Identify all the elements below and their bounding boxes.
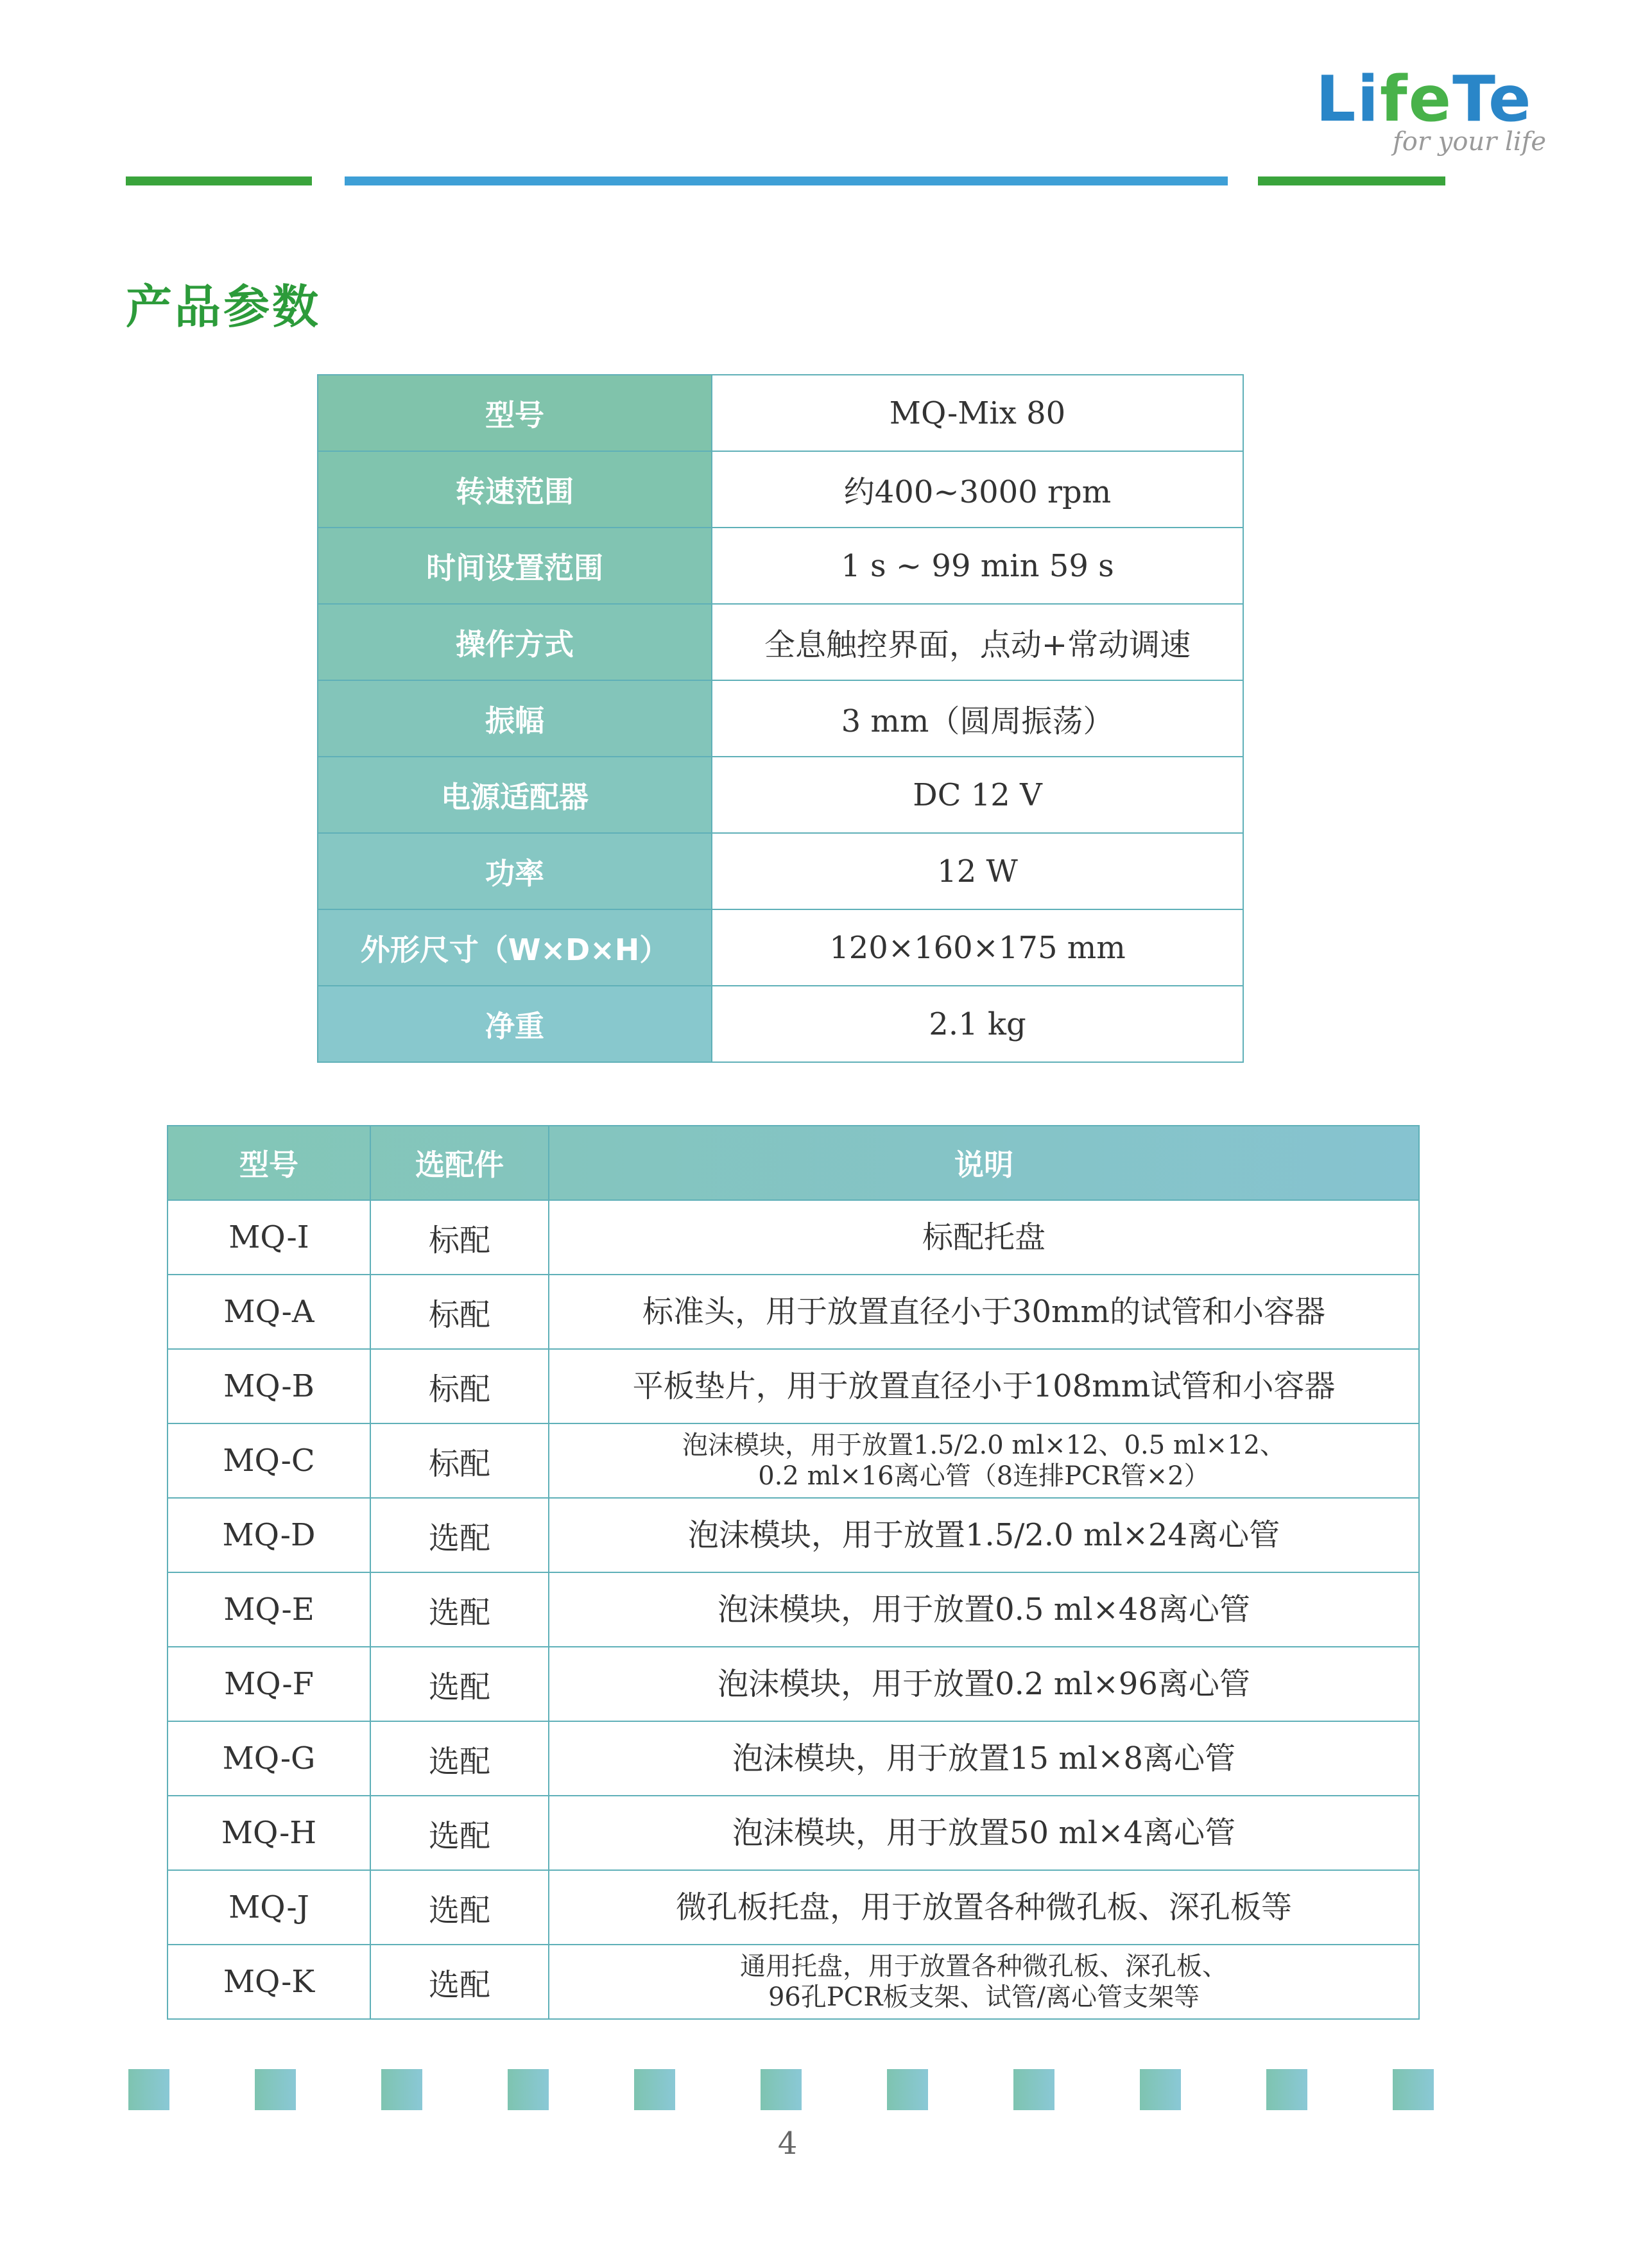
row-description: 平板垫片，用于放置直径小于108mm试管和小容器 xyxy=(632,1368,1336,1404)
footer-square xyxy=(381,2069,422,2110)
row-description-line: 96孔PCR板支架、试管/离心管支架等 xyxy=(768,1982,1200,2012)
row-model: MQ-E xyxy=(168,1573,371,1646)
row-description: 泡沫模块，用于放置50 ml×4离心管 xyxy=(732,1815,1235,1851)
row-type: 选配 xyxy=(371,1871,549,1944)
section-title: 产品参数 xyxy=(126,280,322,334)
row-model: MQ-K xyxy=(168,1945,371,2018)
footer-square xyxy=(1266,2069,1307,2110)
footer-square xyxy=(634,2069,675,2110)
row-description: 泡沫模块，用于放置1.5/2.0 ml×24离心管 xyxy=(687,1517,1280,1553)
spec-row xyxy=(318,605,1243,681)
spec-label: 功率 xyxy=(318,834,712,909)
spec-value: 1 s ~ 99 min 59 s xyxy=(841,547,1114,584)
spec-row xyxy=(318,452,1243,528)
table-row xyxy=(168,1647,1418,1722)
row-description-line: 泡沫模块，用于放置1.5/2.0 ml×12、0.5 ml×12、 xyxy=(682,1431,1286,1460)
row-model: MQ-I xyxy=(168,1201,371,1274)
row-description: 标配托盘 xyxy=(922,1219,1045,1255)
table-row xyxy=(168,1201,1418,1275)
row-model: MQ-B xyxy=(168,1350,371,1423)
row-type: 选配 xyxy=(371,1945,549,2018)
row-type: 标配 xyxy=(371,1424,549,1497)
accessory-table xyxy=(167,1125,1420,2020)
footer-square xyxy=(1140,2069,1181,2110)
footer-square xyxy=(508,2069,549,2110)
header-model: 型号 xyxy=(168,1126,371,1199)
row-description-line: 0.2 ml×16离心管（8连排PCR管×2） xyxy=(758,1461,1210,1491)
row-model: MQ-H xyxy=(168,1796,371,1870)
spec-row xyxy=(318,757,1243,834)
logo-wordmark: LifeTe xyxy=(1316,63,1533,136)
footer-square xyxy=(255,2069,296,2110)
spec-table xyxy=(317,374,1244,1063)
spec-label: 操作方式 xyxy=(318,605,712,680)
row-description: 微孔板托盘，用于放置各种微孔板、深孔板等 xyxy=(675,1889,1292,1925)
table-row xyxy=(168,1499,1418,1573)
spec-row xyxy=(318,986,1243,1062)
row-model: MQ-A xyxy=(168,1275,371,1348)
row-model: MQ-C xyxy=(168,1424,371,1497)
table-row xyxy=(168,1350,1418,1424)
table-row xyxy=(168,1871,1418,1945)
row-model: MQ-J xyxy=(168,1871,371,1944)
spec-value: 120×160×175 mm xyxy=(829,929,1126,966)
spec-label: 振幅 xyxy=(318,681,712,756)
table-header xyxy=(168,1126,1418,1201)
spec-label: 电源适配器 xyxy=(318,757,712,832)
spec-value: 约400~3000 rpm xyxy=(843,474,1112,510)
page-number: 4 xyxy=(777,2126,798,2162)
spec-label: 时间设置范围 xyxy=(318,528,712,603)
spec-label: 型号 xyxy=(318,375,712,451)
row-description: 标准头，用于放置直径小于30mm的试管和小容器 xyxy=(642,1294,1326,1330)
row-type: 标配 xyxy=(371,1201,549,1274)
spec-value: 3 mm（圆周振荡） xyxy=(841,703,1114,739)
spec-label: 净重 xyxy=(318,986,712,1062)
table-row xyxy=(168,1796,1418,1871)
row-type: 选配 xyxy=(371,1796,549,1870)
row-model: MQ-G xyxy=(168,1722,371,1795)
row-type: 选配 xyxy=(371,1499,549,1572)
footer-square xyxy=(1393,2069,1434,2110)
header-rule-right xyxy=(1258,176,1445,185)
table-row xyxy=(168,1722,1418,1796)
row-type: 选配 xyxy=(371,1722,549,1795)
spec-row xyxy=(318,910,1243,986)
table-row xyxy=(168,1275,1418,1350)
row-description: 泡沫模块，用于放置0.2 ml×96离心管 xyxy=(718,1666,1250,1702)
row-description xyxy=(549,1945,1418,2018)
table-row xyxy=(168,1424,1418,1499)
header-rule-middle xyxy=(345,176,1228,185)
row-model: MQ-F xyxy=(168,1647,371,1721)
row-type: 标配 xyxy=(371,1275,549,1348)
brand-logo xyxy=(1316,63,1547,167)
footer-square xyxy=(1013,2069,1054,2110)
row-type: 选配 xyxy=(371,1573,549,1646)
row-description: 泡沫模块，用于放置15 ml×8离心管 xyxy=(732,1741,1235,1776)
spec-value: 全息触控界面，点动+常动调速 xyxy=(764,627,1191,663)
footer-square xyxy=(761,2069,802,2110)
footer-square xyxy=(887,2069,928,2110)
spec-row xyxy=(318,834,1243,910)
row-model: MQ-D xyxy=(168,1499,371,1572)
spec-value: 2.1 kg xyxy=(929,1006,1026,1042)
row-description: 泡沫模块，用于放置0.5 ml×48离心管 xyxy=(718,1592,1250,1628)
header-rule-left xyxy=(126,176,312,185)
row-type: 选配 xyxy=(371,1647,549,1721)
spec-value: DC 12 V xyxy=(913,777,1042,813)
header-type: 选配件 xyxy=(371,1126,549,1199)
spec-row xyxy=(318,681,1243,757)
spec-row xyxy=(318,528,1243,605)
spec-value: 12 W xyxy=(937,853,1018,890)
spec-row xyxy=(318,375,1243,452)
row-description-line: 通用托盘，用于放置各种微孔板、深孔板、 xyxy=(740,1952,1228,1981)
table-row xyxy=(168,1945,1418,2018)
table-row xyxy=(168,1573,1418,1647)
spec-value: MQ-Mix 80 xyxy=(889,395,1066,431)
row-type: 标配 xyxy=(371,1350,549,1423)
logo-tagline: for your life xyxy=(1393,127,1547,157)
row-description xyxy=(549,1424,1418,1497)
header-description: 说明 xyxy=(954,1147,1013,1182)
footer-square xyxy=(128,2069,169,2110)
spec-label: 外形尺寸（W×D×H） xyxy=(318,910,712,985)
spec-label: 转速范围 xyxy=(318,452,712,527)
